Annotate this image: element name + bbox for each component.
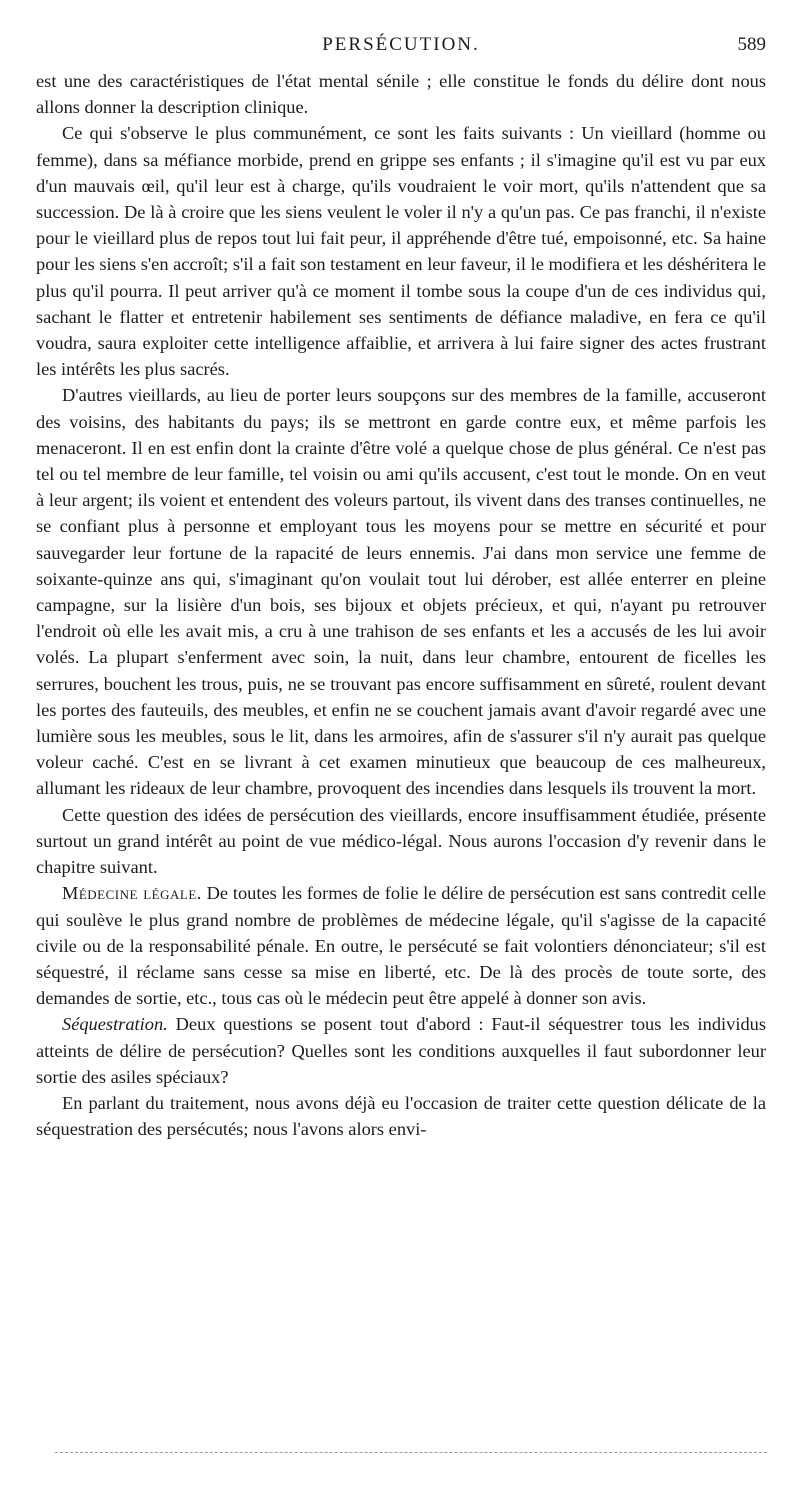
paragraph-sequestration-text: Deux questions se posent tout d'abord : Faut-il séquestrer tous les individus atteints de délire de persécution? Quelles sont les conditions auxquelles il faut subordonner leur sortie des asiles spéciaux?	[36, 1014, 766, 1087]
page-number: 589	[737, 34, 766, 55]
paragraph-other-elderly: D'autres vieillards, au lieu de porter leurs soupçons sur des membres de la famille, accuseront des voisins, des habitants du pays; ils se mettront en garde contre eux, et même parfois les menaceront. Il en est enfin dont la crainte d'être volé a quelque chose de plus général. Ce n'est pas tel ou tel membre de leur famille, tel voisin ou ami qu'ils accusent, c'est tout le monde. On en veut à leur argent; ils voient et entendent des voleurs partout, ils vivent dans des transes continuelles, ne se confiant plus à personne et employant tous les moyens pour se mettre en sécurité et pour sauvegarder leur fortune de la rapacité de leurs ennemis. J'ai dans mon service une femme de soixante-quinze ans qui, s'imaginant qu'on voulait tout lui dérober, est allée enterrer en pleine campagne, sur la lisière d'un bois, ses bijoux et objets précieux, et qui, n'ayant pu retrouver l'endroit où elle les avait mis, a cru à une trahison de ses enfants et les a accusés de les lui avoir volés. La plupart s'enferment avec soin, la nuit, dans leur chambre, entourent de ficelles les serrures, bouchent les trous, puis, ne se trouvant pas encore suffisamment en sûreté, roulent devant les portes des fauteuils, des meubles, et enfin ne se couchent jamais avant d'avoir regardé avec une lumière sous les meubles, sous le lit, dans les armoires, afin de s'assurer s'il n'y aurait pas quelque voleur caché. C'est en se livrant à cet examen minutieux que beaucoup de ces malheureux, allumant les rideaux de leur chambre, provoquent des incendies dans lesquels ils trouvent la mort.	[36, 385, 766, 799]
body-text	[36, 68, 766, 1142]
paragraph-sequestration	[36, 1011, 766, 1090]
running-title: PERSÉCUTION.	[322, 34, 480, 55]
book-page	[36, 30, 766, 1142]
paragraph-medicolegal-interest: Cette question des idées de persécution des vieillards, encore insuffisamment étudiée, présente surtout un grand intérêt au point de vue médico-légal. Nous aurons l'occasion d'y revenir dans le chapitre suivant.	[36, 804, 766, 878]
bleed-through-rule	[55, 1452, 767, 1453]
paragraph-medecine-legale-text: De toutes les formes de folie le délire de persécution est sans contredit celle qui soulève le plus grand nombre de problèmes de médecine légale, qu'il s'agisse de la capacité civile ou de la responsabilité pénale. En outre, le persécuté se fait volontiers dénonciateur; s'il est séquestré, il réclame sans cesse sa mise en liberté, etc. De là des procès de toute sorte, des demandes de sortie, etc., tous cas où le médecin peut être appelé à donner son avis.	[36, 883, 766, 1009]
paragraph-senile-persecution: Ce qui s'observe le plus communément, ce sont les faits suivants : Un vieillard (homme ou femme), dans sa méfiance morbide, prend en grippe ses enfants ; il s'imagine qu'il est vu par eux d'un mauvais œil, qu'il leur est à charge, qu'ils voudraient le voir mort, qu'ils n'attendent que sa succession. De là à croire que les siens veulent le voler il n'y a qu'un pas. Ce pas franchi, il n'existe pour le vieillard plus de repos tout lui fait peur, il appréhende d'être tué, empoisonné, etc. Sa haine pour les siens s'en accroît; s'il a fait son testament en leur faveur, il le modifiera et les déshéritera le plus qu'il pourra. Il peut arriver qu'à ce moment il tombe sous la coupe d'un de ces individus qui, sachant le flatter et entretenir habilement ses sentiments de défiance maladive, en fera ce qu'il voudra, saura exploiter cette intelligence affaiblie, et arrivera à lui faire signer des actes frustrant les intérêts les plus sacrés.	[36, 123, 767, 380]
paragraph-continuation: est une des caractéristiques de l'état mental sénile ; elle constitue le fonds du délire dont nous allons donner la description clinique.	[36, 71, 766, 118]
section-heading-sequestration: Séquestration.	[62, 1014, 168, 1035]
section-heading-medecine-legale: Médecine légale.	[62, 883, 202, 904]
paragraph-medecine-legale	[36, 880, 766, 1011]
running-head	[36, 30, 766, 68]
paragraph-treatment: En parlant du traitement, nous avons déjà eu l'occasion de traiter cette question délicate de la séquestration des persécutés; nous l'avons alors envi-	[36, 1092, 766, 1140]
